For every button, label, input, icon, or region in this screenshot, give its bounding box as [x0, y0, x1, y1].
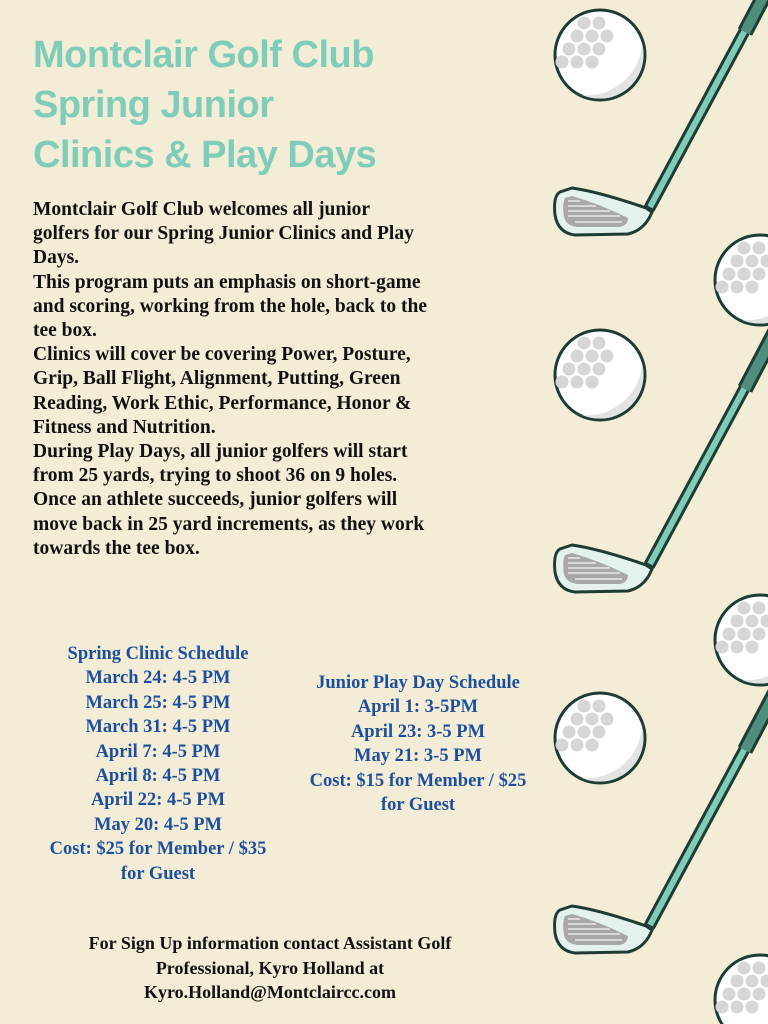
- body-line: Once an athlete succeeds, junior golfers will: [33, 489, 398, 511]
- body-line: Clinics will cover be covering Power, Posture,: [33, 344, 411, 366]
- golf-ball-icon: [715, 595, 768, 685]
- cost-line: Cost: $25 for Member / $35: [49, 839, 267, 860]
- schedule-item: April 22: 4-5 PM: [90, 790, 226, 811]
- page-title: [33, 30, 376, 180]
- body-line: Grip, Ball Flight, Alignment, Putting, Green: [33, 368, 401, 390]
- golf-ball-icon: [555, 330, 645, 420]
- body-line: Fitness and Nutrition.: [33, 416, 216, 438]
- schedule-item: March 24: 4-5 PM: [85, 668, 231, 689]
- schedule-item: April 1: 3-5PM: [357, 697, 479, 718]
- schedule-item: April 8: 4-5 PM: [95, 766, 221, 787]
- footer-line: Professional, Kyro Holland at: [155, 957, 385, 978]
- contact-email[interactable]: Kyro.Holland@Montclaircc.com: [143, 982, 397, 1002]
- signup-contact: [20, 931, 520, 1005]
- schedule-item: May 20: 4-5 PM: [94, 814, 222, 835]
- body-line: tee box.: [33, 320, 97, 342]
- title-line: Clinics & Play Days: [33, 134, 377, 176]
- junior-play-day-schedule: [288, 671, 548, 817]
- program-description: [33, 198, 427, 561]
- body-line: towards the tee box.: [33, 537, 200, 559]
- golf-ball-icon: [715, 235, 768, 325]
- golf-ball-icon: [555, 10, 645, 100]
- title-line: Spring Junior: [33, 84, 274, 126]
- body-line: and scoring, working from the hole, back to the: [33, 295, 427, 317]
- body-line: move back in 25 yard increments, as they work: [33, 513, 425, 535]
- body-line: During Play Days, all junior golfers will start: [33, 441, 408, 463]
- body-line: This program puts an emphasis on short-game: [33, 271, 421, 293]
- golf-ball-icon: [555, 693, 645, 783]
- body-line: Reading, Work Ethic, Performance, Honor &: [33, 392, 412, 414]
- footer-line: For Sign Up information contact Assistant Golf: [88, 933, 452, 953]
- body-line: Days.: [33, 247, 80, 269]
- schedule-item: April 23: 3-5 PM: [350, 721, 486, 742]
- schedule-item: April 7: 4-5 PM: [95, 741, 221, 762]
- spring-clinic-schedule: [28, 642, 288, 886]
- schedule-item: March 25: 4-5 PM: [85, 692, 231, 713]
- golf-ball-icon: [715, 955, 768, 1024]
- schedule-heading: Junior Play Day Schedule: [316, 673, 520, 693]
- schedule-heading: Spring Clinic Schedule: [67, 644, 249, 664]
- body-line: from 25 yards, trying to shoot 36 on 9 holes.: [33, 465, 398, 487]
- schedule-item: March 31: 4-5 PM: [85, 717, 231, 738]
- body-line: golfers for our Spring Junior Clinics and Play: [33, 223, 414, 245]
- cost-line: for Guest: [120, 863, 196, 884]
- cost-line: Cost: $15 for Member / $25: [309, 770, 527, 791]
- schedule-item: May 21: 3-5 PM: [354, 746, 482, 767]
- title-line: Montclair Golf Club: [33, 34, 374, 76]
- body-line: Montclair Golf Club welcomes all junior: [33, 199, 371, 220]
- cost-line: for Guest: [380, 795, 456, 816]
